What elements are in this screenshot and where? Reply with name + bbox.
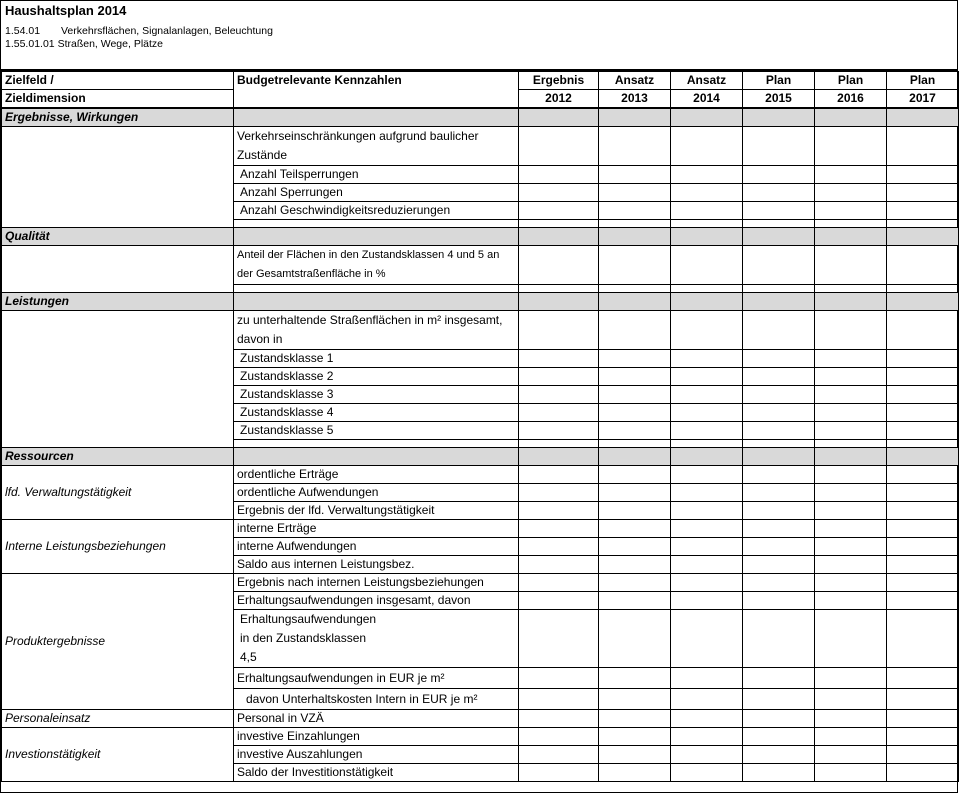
group-label: Produktergebnisse [2,574,234,710]
table-row [2,311,959,350]
row-label: Anzahl Teilsperrungen [234,166,519,184]
product-line-1 [5,25,953,38]
col-year: 2015 [743,90,815,109]
col-year: 2014 [671,90,743,109]
sheet-header [1,1,957,71]
col-label: Plan [815,72,887,90]
table-row [2,127,959,166]
row-label: Zustandsklasse 2 [234,368,519,386]
section-row [2,448,959,466]
row-label: Erhaltungsaufwendungen insgesamt, davon [234,592,519,610]
row-label: Erhaltungsaufwendungen in EUR je m² [234,668,519,689]
col-label: Ergebnis [519,72,599,90]
section-title: Ergebnisse, Wirkungen [2,108,234,127]
group-label: Investionstätigkeit [2,728,234,782]
table-row [2,728,959,746]
row-label: investive Auszahlungen [234,746,519,764]
section-row [2,108,959,127]
col-year: 2017 [887,90,959,109]
col-kennzahlen-header: Budgetrelevante Kennzahlen [234,72,519,109]
col-year: 2013 [599,90,671,109]
row-label: Anzahl Sperrungen [234,184,519,202]
row-label: interne Erträge [234,520,519,538]
group-label: lfd. Verwaltungstätigkeit [2,466,234,520]
row-label: Zustandsklasse 4 [234,404,519,422]
row-label: interne Aufwendungen [234,538,519,556]
kennzahlen-table [1,71,959,782]
row-label: investive Einzahlungen [234,728,519,746]
col-zieldimension-header: Zieldimension [2,90,234,109]
table-header-row [2,72,959,90]
group-label: Personaleinsatz [2,710,234,728]
row-label: zu unterhaltende Straßenflächen in m² insgesamt, davon in [234,311,519,350]
section-row [2,293,959,311]
table-row [2,520,959,538]
product-name: Straßen, Wege, Plätze [57,38,164,50]
col-label: Plan [887,72,959,90]
sheet-title: Haushaltsplan 2014 [5,3,127,18]
section-title: Leistungen [2,293,234,311]
row-label: Anteil der Flächen in den Zustandsklassen 4 und 5 an der Gesamtstraßenfläche in % [234,246,519,285]
product-line-2 [5,38,953,51]
row-label: Anzahl Geschwindigkeitsreduzierungen [234,202,519,220]
row-label: davon Unterhaltskosten Intern in EUR je m² [234,689,519,710]
table-row [2,246,959,285]
group-cell [2,246,234,293]
row-label: Verkehrseinschränkungen aufgrund baulicher Zustände [234,127,519,166]
row-label: Ergebnis der lfd. Verwaltungstätigkeit [234,502,519,520]
col-year: 2012 [519,90,599,109]
section-title: Qualität [2,228,234,246]
row-label: Zustandsklasse 1 [234,350,519,368]
row-label: Saldo der Investitionstätigkeit [234,764,519,782]
group-label: Interne Leistungsbeziehungen [2,520,234,574]
row-label: Saldo aus internen Leistungsbez. [234,556,519,574]
col-year: 2016 [815,90,887,109]
col-label: Plan [743,72,815,90]
section-row [2,228,959,246]
row-label: Zustandsklasse 5 [234,422,519,440]
col-zielfeld-header: Zielfeld / [2,72,234,90]
row-label: ordentliche Aufwendungen [234,484,519,502]
row-label: Ergebnis nach internen Leistungsbeziehungen [234,574,519,592]
product-code: 1.54.01 [5,25,41,37]
table-row [2,574,959,592]
table-row [2,466,959,484]
col-label: Ansatz [599,72,671,90]
table-row [2,710,959,728]
row-label: Erhaltungsaufwendungen in den Zustandsklassen 4,5 [234,610,519,668]
row-label: ordentliche Erträge [234,466,519,484]
section-title: Ressourcen [2,448,234,466]
row-label: Personal in VZÄ [234,710,519,728]
group-cell [2,311,234,448]
col-label: Ansatz [671,72,743,90]
product-name: Verkehrsflächen, Signalanlagen, Beleuchtung [61,25,273,37]
product-code: 1.55.01.01 [5,38,55,50]
row-label: Zustandsklasse 3 [234,386,519,404]
group-cell [2,127,234,228]
